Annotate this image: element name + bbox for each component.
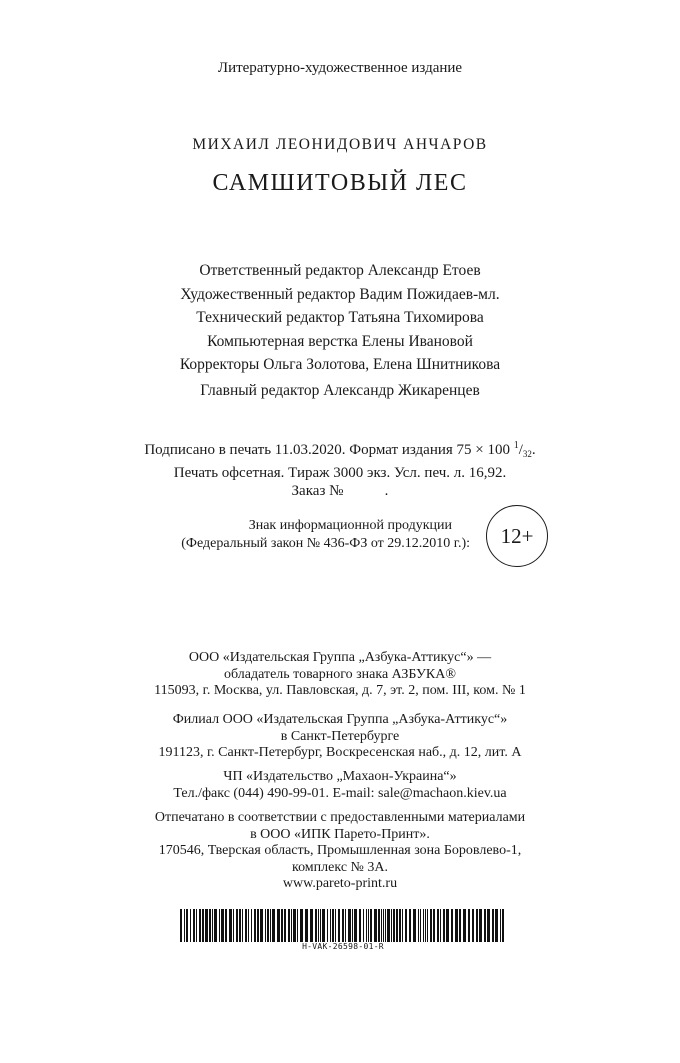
book-title-text: САМШИТОВЫЙ ЛЕС bbox=[212, 170, 468, 196]
printer-block bbox=[0, 810, 680, 893]
chief-editor bbox=[0, 382, 680, 400]
printer-line: в ООО «ИПК Парето-Принт». bbox=[250, 826, 430, 842]
staff-credit: Технический редактор Татьяна Тихомирова bbox=[196, 309, 484, 326]
format-fraction-denominator: 32 bbox=[522, 449, 532, 459]
info-product-sign bbox=[120, 517, 470, 553]
barcode-code: H-VAK-26598-01-R bbox=[302, 942, 384, 951]
publisher-line: ООО «Издательская Группа „Азбука-Аттикус“» — bbox=[188, 650, 492, 665]
print-info-format: Подписано в печать 11.03.2020. Формат издания 75 × 100 bbox=[144, 442, 514, 458]
print-info-line: Заказ № . bbox=[291, 483, 389, 499]
ukraine-publisher-line: Тел./факс (044) 490-99-01. E-mail: sale@machaon.kiev.ua bbox=[173, 785, 507, 801]
ukraine-publisher-line: ЧП «Издательство „Махаон-Украина“» bbox=[223, 769, 457, 784]
branch-line: 191123, г. Санкт-Петербург, Воскресенская наб., д. 12, лит. А bbox=[158, 745, 522, 760]
printer-line: комплекс № 3А. bbox=[291, 859, 388, 875]
branch-block bbox=[0, 712, 680, 762]
age-rating-text: 12+ bbox=[500, 523, 534, 548]
author-name bbox=[0, 136, 680, 154]
branch-line: в Санкт-Петербурге bbox=[280, 728, 400, 744]
printer-website: www.pareto-print.ru bbox=[282, 876, 398, 891]
format-fraction-slash: / bbox=[518, 442, 523, 458]
info-sign-law: (Федеральный закон № 436-ФЗ от 29.12.2010 г.): bbox=[181, 536, 470, 551]
age-rating-badge bbox=[486, 505, 548, 567]
format-fraction-numerator: 1 bbox=[513, 440, 519, 451]
printer-line: Отпечатано в соответствии с предоставленными материалами bbox=[154, 810, 526, 825]
format-fraction-end: . bbox=[531, 442, 536, 458]
barcode-icon bbox=[180, 909, 506, 942]
staff-credit: Ответственный редактор Александр Етоев bbox=[199, 262, 481, 279]
printer-line: 170546, Тверская область, Промышленная зона Боровлево-1, bbox=[158, 843, 522, 858]
edition-type bbox=[0, 60, 680, 77]
print-info-line: Печать офсетная. Тираж 3000 экз. Усл. печ. л. 16,92. bbox=[173, 464, 507, 481]
publisher-block bbox=[0, 650, 680, 700]
info-sign-line: Знак информационной продукции bbox=[248, 518, 452, 533]
print-info bbox=[0, 437, 680, 501]
publisher-line: обладатель товарного знака АЗБУКА® bbox=[224, 666, 456, 682]
print-info-line bbox=[0, 437, 680, 464]
author-name-text: МИХАИЛ ЛЕОНИДОВИЧ АНЧАРОВ bbox=[192, 136, 488, 153]
publisher-line: 115093, г. Москва, ул. Павловская, д. 7, эт. 2, пом. III, ком. № 1 bbox=[154, 683, 526, 698]
staff-credit: Корректоры Ольга Золотова, Елена Шнитникова bbox=[179, 356, 501, 373]
book-title bbox=[0, 170, 680, 197]
branch-line: Филиал ООО «Издательская Группа „Азбука-Аттикус“» bbox=[172, 712, 508, 727]
staff-credits bbox=[0, 259, 680, 377]
staff-credit: Компьютерная верстка Елены Ивановой bbox=[207, 332, 473, 350]
ukraine-publisher-block bbox=[0, 769, 680, 802]
staff-credit: Художественный редактор Вадим Пожидаев-мл. bbox=[180, 285, 500, 303]
edition-type-text: Литературно-художественное издание bbox=[217, 60, 463, 76]
chief-editor-text: Главный редактор Александр Жикаренцев bbox=[200, 382, 480, 399]
